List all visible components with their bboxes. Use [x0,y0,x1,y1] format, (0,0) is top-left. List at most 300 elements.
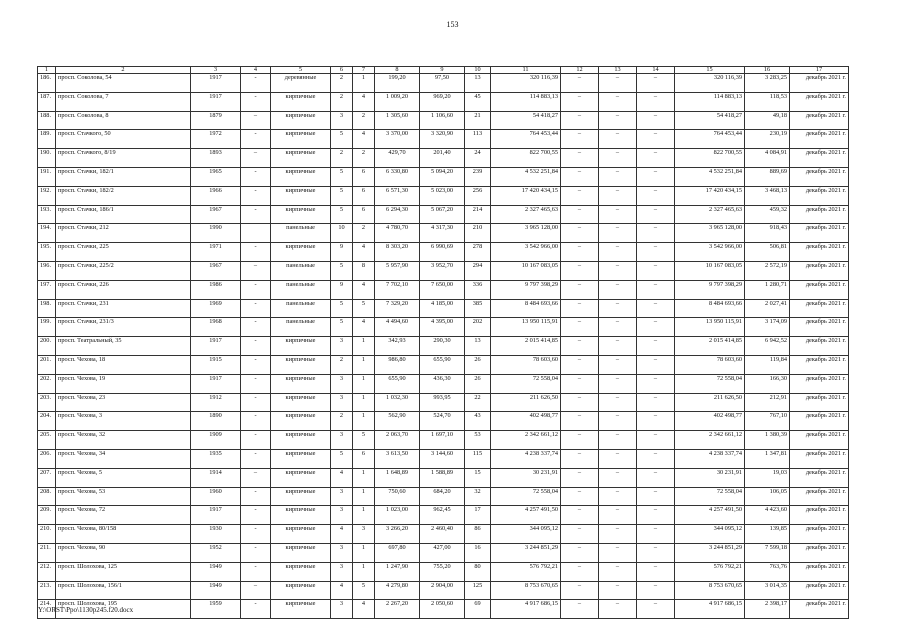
table-cell: 5 023,00 [420,186,465,205]
table-cell: 201,40 [420,149,465,168]
table-cell: 4 [331,581,353,600]
table-cell: 13 950 115,91 [491,318,561,337]
table-row [38,506,849,525]
table-cell: декабрь 2021 г. [790,337,849,356]
table-cell: – [561,149,599,168]
table-cell: панельные [271,224,331,243]
table-cell: - [241,431,271,450]
table-cell: просп. Стачки, 231 [56,299,191,318]
table-cell: 1 [353,468,375,487]
table-row [38,543,849,562]
table-cell: 4 780,70 [375,224,420,243]
column-header: 6 [331,67,353,74]
table-cell: 4 [331,468,353,487]
table-cell: 5 [353,431,375,450]
table-cell: панельные [271,280,331,299]
table-cell: 2 [331,355,353,374]
table-cell: 54 418,27 [675,111,745,130]
table-cell: декабрь 2021 г. [790,374,849,393]
table-cell: кирпичные [271,337,331,356]
table-row [38,92,849,111]
table-cell: 750,60 [375,487,420,506]
table-cell: просп. Стачки, 182/2 [56,186,191,205]
table-cell: 655,90 [375,374,420,393]
table-cell: – [561,412,599,431]
table-cell: – [599,92,637,111]
table-cell: - [241,393,271,412]
table-cell: 969,20 [420,92,465,111]
table-cell: – [561,600,599,619]
table-row [38,525,849,544]
table-cell: 1 [353,562,375,581]
table-cell: – [599,111,637,130]
table-cell: 1 280,71 [745,280,790,299]
table-cell: 207. [38,468,56,487]
table-cell: – [561,243,599,262]
table-cell: – [599,487,637,506]
table-cell: 8 753 670,65 [491,581,561,600]
table-cell: просп. Соколова, 7 [56,92,191,111]
table-cell: 755,20 [420,562,465,581]
table-cell: 21 [465,111,491,130]
table-cell: – [599,600,637,619]
table-cell: - [241,318,271,337]
table-row [38,581,849,600]
table-cell: – [599,393,637,412]
table-cell: 78 603,60 [491,355,561,374]
table-cell: – [599,280,637,299]
table-cell: – [637,562,675,581]
table-cell: 7 650,00 [420,280,465,299]
table-cell: 1915 [191,355,241,374]
table-cell: 5 [331,205,353,224]
table-row [38,299,849,318]
table-cell: 1960 [191,487,241,506]
table-row [38,318,849,337]
table-cell: - [241,525,271,544]
table-cell: кирпичные [271,205,331,224]
table-cell: – [637,280,675,299]
table-row [38,468,849,487]
table-cell: 1917 [191,506,241,525]
table-cell: кирпичные [271,449,331,468]
table-cell: 2 342 661,12 [491,431,561,450]
table-cell: 26 [465,355,491,374]
table-cell: 4 [353,318,375,337]
table-cell: 918,43 [745,224,790,243]
table-cell: 203. [38,393,56,412]
table-cell: – [241,111,271,130]
table-cell: 764 453,44 [491,130,561,149]
table-cell: – [637,374,675,393]
table-cell: 17 420 434,15 [491,186,561,205]
table-cell: - [241,449,271,468]
table-cell: - [241,412,271,431]
table-cell: – [637,130,675,149]
table-cell: 342,93 [375,337,420,356]
table-cell: – [637,74,675,93]
table-cell: 204. [38,412,56,431]
table-cell: просп. Стачки, 226 [56,280,191,299]
table-cell: 1 [353,337,375,356]
table-cell: 13 [465,337,491,356]
table-cell: – [561,205,599,224]
table-cell: 2 [331,74,353,93]
table-cell: декабрь 2021 г. [790,205,849,224]
table-cell: 1 032,30 [375,393,420,412]
table-cell: 1930 [191,525,241,544]
table-cell: 1965 [191,167,241,186]
column-header: 16 [745,67,790,74]
table-cell: 1959 [191,600,241,619]
column-header: 4 [241,67,271,74]
table-cell: – [599,318,637,337]
table-cell: 214. [38,600,56,619]
table-cell: – [599,337,637,356]
table-cell: 5 [331,449,353,468]
table-cell: – [637,111,675,130]
table-cell: 114 883,13 [491,92,561,111]
table-cell: 6 990,69 [420,243,465,262]
table-cell: 576 792,21 [675,562,745,581]
footer-path: Y:\ORST\Ppo\1130p245.f20.docx [38,606,134,614]
table-cell: 191. [38,167,56,186]
table-cell: - [241,543,271,562]
table-cell: 1 009,20 [375,92,420,111]
table-cell: 336 [465,280,491,299]
table-cell: – [637,243,675,262]
table-cell: 16 [465,543,491,562]
table-cell: 1917 [191,374,241,393]
table-cell: декабрь 2021 г. [790,243,849,262]
table-cell: 2 267,20 [375,600,420,619]
table-cell: 3 244 851,29 [491,543,561,562]
table-cell: – [599,74,637,93]
table-cell: – [599,374,637,393]
table-cell: 2 [353,111,375,130]
table-cell: 3 [331,374,353,393]
table-cell: 1986 [191,280,241,299]
table-cell: 889,69 [745,167,790,186]
table-cell: – [561,186,599,205]
table-cell: 576 792,21 [491,562,561,581]
table-cell: – [561,337,599,356]
table-cell: – [561,111,599,130]
table-cell: 2 050,60 [420,600,465,619]
table-cell: – [241,468,271,487]
table-cell: 767,10 [745,412,790,431]
table-cell: 6 330,80 [375,167,420,186]
table-cell: – [637,431,675,450]
table-cell: 2 904,00 [420,581,465,600]
table-cell: – [561,543,599,562]
table-cell: 3 468,13 [745,186,790,205]
table-cell: 294 [465,261,491,280]
table-cell: кирпичные [271,374,331,393]
table-cell: 43 [465,412,491,431]
table-body [38,74,849,619]
table-cell: 212. [38,562,56,581]
table-cell: 962,45 [420,506,465,525]
table-cell: 210. [38,525,56,544]
table-cell: 3 144,60 [420,449,465,468]
table-cell: 2 460,40 [420,525,465,544]
table-cell: 4 317,30 [420,224,465,243]
table-cell: 2 [353,149,375,168]
table-cell: декабрь 2021 г. [790,186,849,205]
table-cell: 8 484 693,66 [675,299,745,318]
table-cell: декабрь 2021 г. [790,355,849,374]
table-cell: 5 094,20 [420,167,465,186]
table-cell: 4 [353,280,375,299]
table-cell: 3 174,09 [745,318,790,337]
table-cell: 1967 [191,205,241,224]
table-cell: 113 [465,130,491,149]
table-cell: 54 418,27 [491,111,561,130]
table-cell: просп. Чехова, 90 [56,543,191,562]
table-row [38,431,849,450]
table-row [38,449,849,468]
table-cell: 764 453,44 [675,130,745,149]
table-cell: 344 095,12 [491,525,561,544]
table-cell: 1 106,60 [420,111,465,130]
table-cell: 199. [38,318,56,337]
table-cell: 3 613,50 [375,449,420,468]
table-cell: 86 [465,525,491,544]
table-cell: 78 603,60 [675,355,745,374]
column-header: 3 [191,67,241,74]
table-cell: 202 [465,318,491,337]
table-cell: 3 542 966,00 [675,243,745,262]
table-cell: – [241,581,271,600]
table-cell: - [241,130,271,149]
table-cell: 1909 [191,431,241,450]
table-cell: 106,05 [745,487,790,506]
table-cell: просп. Стачки, 212 [56,224,191,243]
table-row [38,224,849,243]
column-header: 10 [465,67,491,74]
table-cell: 4 257 491,50 [675,506,745,525]
table-cell: 1 023,00 [375,506,420,525]
table-cell: – [637,393,675,412]
table-cell: декабрь 2021 г. [790,412,849,431]
table-cell: 3 320,90 [420,130,465,149]
table-cell: 4 917 686,15 [675,600,745,619]
table-cell: 45 [465,92,491,111]
table-cell: 166,30 [745,374,790,393]
table-cell: – [599,431,637,450]
table-cell: кирпичные [271,149,331,168]
table-cell: 3 [331,562,353,581]
table-cell: 697,80 [375,543,420,562]
table-cell: 2 027,41 [745,299,790,318]
table-cell: кирпичные [271,130,331,149]
table-cell: – [637,167,675,186]
table-cell: – [561,130,599,149]
table-cell: 8 484 693,66 [491,299,561,318]
table-cell: декабрь 2021 г. [790,261,849,280]
table-cell: 6 942,52 [745,337,790,356]
header-row [38,67,849,74]
table-cell: 506,81 [745,243,790,262]
table-cell: 1969 [191,299,241,318]
table-cell: – [561,355,599,374]
table-cell: 4 [353,243,375,262]
table-cell: – [599,149,637,168]
table-cell: 19,03 [745,468,790,487]
table-cell: 3 965 128,00 [675,224,745,243]
table-cell: 5 067,20 [420,205,465,224]
table-cell: кирпичные [271,186,331,205]
table-cell: 402 498,77 [675,412,745,431]
table-cell: 1917 [191,74,241,93]
table-cell: 3 [331,487,353,506]
table-cell: 10 [331,224,353,243]
table-cell: – [637,261,675,280]
table-cell: – [637,149,675,168]
table-cell: 1917 [191,92,241,111]
table-cell: 3 [331,431,353,450]
column-header: 12 [561,67,599,74]
table-cell: 993,95 [420,393,465,412]
table-cell: 72 558,04 [675,487,745,506]
table-row [38,111,849,130]
table-row [38,149,849,168]
table-cell: кирпичные [271,562,331,581]
table-cell: 6 [353,186,375,205]
table-cell: 459,32 [745,205,790,224]
table-cell: 4 238 337,74 [675,449,745,468]
column-header: 8 [375,67,420,74]
table-cell: 4 532 251,84 [675,167,745,186]
table-cell: 189. [38,130,56,149]
table-cell: кирпичные [271,487,331,506]
table-cell: 197. [38,280,56,299]
table-cell: деревянные [271,74,331,93]
table-row [38,412,849,431]
table-cell: декабрь 2021 г. [790,506,849,525]
table-cell: 30 231,91 [491,468,561,487]
table-cell: – [561,393,599,412]
table-cell: - [241,74,271,93]
table-cell: 2 063,70 [375,431,420,450]
table-cell: 1 [353,374,375,393]
page-number: 153 [446,20,459,29]
table-cell: 205. [38,431,56,450]
table-cell: декабрь 2021 г. [790,600,849,619]
column-header: 15 [675,67,745,74]
table-cell: 7 599,18 [745,543,790,562]
table-cell: – [637,92,675,111]
table-cell: 1 347,81 [745,449,790,468]
table-cell: 1 305,60 [375,111,420,130]
table-cell: 655,90 [420,355,465,374]
table-cell: кирпичные [271,167,331,186]
table-cell: – [599,355,637,374]
table-cell: – [637,337,675,356]
table-cell: - [241,374,271,393]
table-cell: просп. Чехова, 34 [56,449,191,468]
table-cell: 202. [38,374,56,393]
column-header: 7 [353,67,375,74]
table-cell: кирпичные [271,412,331,431]
table-cell: 3 [331,506,353,525]
table-cell: 344 095,12 [675,525,745,544]
table-row [38,243,849,262]
table-cell: 69 [465,600,491,619]
table-cell: 195. [38,243,56,262]
table-cell: - [241,487,271,506]
table-cell: декабрь 2021 г. [790,111,849,130]
table-cell: кирпичные [271,581,331,600]
table-cell: 822 700,55 [675,149,745,168]
table-cell: – [599,525,637,544]
table-cell: 8 [353,261,375,280]
table-cell: 198. [38,299,56,318]
table-cell: - [241,600,271,619]
table-cell: 1879 [191,111,241,130]
table-cell: кирпичные [271,355,331,374]
table-cell: 1972 [191,130,241,149]
table-cell: кирпичные [271,525,331,544]
column-header: 1 [38,67,56,74]
table-cell: 10 167 083,05 [675,261,745,280]
table-cell: - [241,562,271,581]
table-cell: – [637,412,675,431]
table-cell: декабрь 2021 г. [790,74,849,93]
table-cell: 2 015 414,85 [491,337,561,356]
table-cell: – [599,130,637,149]
table-cell: 1 247,90 [375,562,420,581]
table-cell: – [637,449,675,468]
table-cell: – [599,167,637,186]
table-cell: – [241,261,271,280]
table-cell: 211 626,50 [675,393,745,412]
table-cell [241,224,271,243]
table-cell: – [599,412,637,431]
table-cell: 3 [331,111,353,130]
table-cell: 9 797 398,29 [675,280,745,299]
table-cell: 201. [38,355,56,374]
table-cell: просп. Шолохова, 125 [56,562,191,581]
table-cell: - [241,186,271,205]
table-row [38,261,849,280]
table-cell: 5 [331,318,353,337]
table-cell: 7 329,20 [375,299,420,318]
table-cell: 4 423,60 [745,506,790,525]
table-cell: 436,30 [420,374,465,393]
table-cell: 186. [38,74,56,93]
table-cell: 214 [465,205,491,224]
table-cell: 72 558,04 [491,487,561,506]
table-cell: 212,91 [745,393,790,412]
table-row [38,393,849,412]
table-cell: 194. [38,224,56,243]
table-cell: – [241,149,271,168]
table-row [38,374,849,393]
table-cell: просп. Театральный, 35 [56,337,191,356]
table-cell: кирпичные [271,92,331,111]
table-cell: 6 [353,167,375,186]
table-cell: 15 [465,468,491,487]
table-cell: 199,20 [375,74,420,93]
table-cell: кирпичные [271,111,331,130]
table-cell: панельные [271,261,331,280]
table-cell: 1 [353,543,375,562]
table-row [38,487,849,506]
table-cell: просп. Стачкого, 8/19 [56,149,191,168]
table-cell: 5 [353,581,375,600]
